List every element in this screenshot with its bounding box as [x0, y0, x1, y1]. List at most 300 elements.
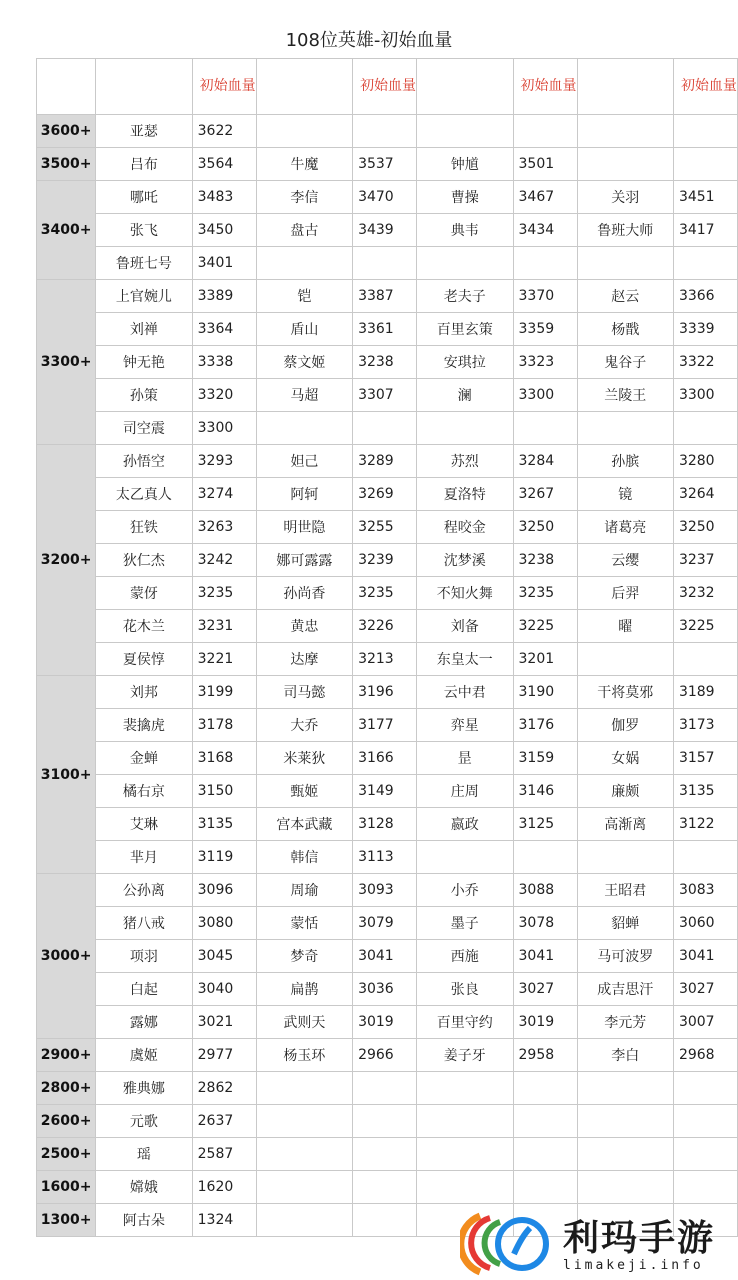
hero-name	[577, 148, 673, 181]
hero-name: 大乔	[256, 709, 352, 742]
hero-hp-value: 3146	[513, 775, 577, 808]
hero-hp-value: 3177	[353, 709, 417, 742]
hero-hp-value	[513, 247, 577, 280]
table-row	[37, 874, 738, 907]
hero-name: 孙尚香	[256, 577, 352, 610]
hero-name: 妲己	[256, 445, 352, 478]
hero-hp-value: 3235	[353, 577, 417, 610]
hp-group-label: 3300+	[37, 280, 96, 445]
hero-name: 杨戬	[577, 313, 673, 346]
hero-hp-value	[673, 412, 737, 445]
hero-name: 后羿	[577, 577, 673, 610]
hero-name: 貂蝉	[577, 907, 673, 940]
hero-name: 吕布	[96, 148, 192, 181]
hero-name: 白起	[96, 973, 192, 1006]
table-row	[37, 181, 738, 214]
header-row	[37, 59, 738, 115]
hero-hp-value: 3434	[513, 214, 577, 247]
hero-name: 裴擒虎	[96, 709, 192, 742]
hero-hp-value: 3439	[353, 214, 417, 247]
hero-hp-value: 3501	[513, 148, 577, 181]
hero-hp-value: 3150	[192, 775, 256, 808]
hero-hp-value: 2958	[513, 1039, 577, 1072]
header-blank	[37, 59, 96, 115]
table-row	[37, 478, 738, 511]
table-row	[37, 544, 738, 577]
hero-name: 蒙恬	[256, 907, 352, 940]
hero-hp-value: 3021	[192, 1006, 256, 1039]
hero-hp-value: 3387	[353, 280, 417, 313]
hero-name: 芈月	[96, 841, 192, 874]
hero-name: 墨子	[417, 907, 513, 940]
hero-name: 梦奇	[256, 940, 352, 973]
hp-group-label: 3500+	[37, 148, 96, 181]
hero-hp-value: 2966	[353, 1039, 417, 1072]
hero-name: 武则天	[256, 1006, 352, 1039]
hero-name	[577, 841, 673, 874]
hero-name	[256, 115, 352, 148]
table-row	[37, 1072, 738, 1105]
hero-name	[417, 1171, 513, 1204]
hero-name	[417, 412, 513, 445]
hero-hp-value: 3274	[192, 478, 256, 511]
hero-name: 司空震	[96, 412, 192, 445]
hero-hp-value: 3250	[513, 511, 577, 544]
hero-hp-value: 3041	[353, 940, 417, 973]
hero-name: 花木兰	[96, 610, 192, 643]
table-row	[37, 610, 738, 643]
hp-group-label: 3100+	[37, 676, 96, 874]
hero-hp-value	[513, 841, 577, 874]
hero-hp-value: 3027	[513, 973, 577, 1006]
hero-name: 成吉思汗	[577, 973, 673, 1006]
hero-hp-value	[513, 1138, 577, 1171]
hero-hp-value: 3401	[192, 247, 256, 280]
table-row	[37, 841, 738, 874]
table-row	[37, 280, 738, 313]
hero-name: 太乙真人	[96, 478, 192, 511]
hero-hp-value: 3135	[192, 808, 256, 841]
hero-hp-value	[673, 841, 737, 874]
hero-name: 张良	[417, 973, 513, 1006]
table-row	[37, 775, 738, 808]
hero-name: 伽罗	[577, 709, 673, 742]
hero-hp-value: 3255	[353, 511, 417, 544]
hero-hp-value: 3019	[513, 1006, 577, 1039]
hero-name: 安琪拉	[417, 346, 513, 379]
hero-name: 鲁班大师	[577, 214, 673, 247]
hero-name: 瑶	[96, 1138, 192, 1171]
hero-name: 牛魔	[256, 148, 352, 181]
header-hp-label: 初始血量	[192, 59, 256, 115]
hero-name: 鬼谷子	[577, 346, 673, 379]
hero-name: 刘备	[417, 610, 513, 643]
hero-name: 夏侯惇	[96, 643, 192, 676]
page-title: 108位英雄-初始血量	[285, 30, 453, 51]
hero-hp-value: 3237	[673, 544, 737, 577]
hero-hp-value	[353, 1072, 417, 1105]
hero-hp-value: 3238	[513, 544, 577, 577]
hero-name	[577, 1171, 673, 1204]
hero-name: 嬴政	[417, 808, 513, 841]
hero-hp-value: 3242	[192, 544, 256, 577]
hero-hp-value	[353, 1105, 417, 1138]
hp-group-label: 2800+	[37, 1072, 96, 1105]
hero-name: 孙策	[96, 379, 192, 412]
table-row	[37, 115, 738, 148]
hero-name: 黄忠	[256, 610, 352, 643]
hero-name: 钟无艳	[96, 346, 192, 379]
hero-hp-value	[673, 643, 737, 676]
hero-hp-value: 3135	[673, 775, 737, 808]
hero-hp-value	[673, 1171, 737, 1204]
hero-name: 马超	[256, 379, 352, 412]
hero-name: 李元芳	[577, 1006, 673, 1039]
hero-name: 女娲	[577, 742, 673, 775]
hero-name: 廉颇	[577, 775, 673, 808]
hero-name	[417, 841, 513, 874]
hero-name: 苏烈	[417, 445, 513, 478]
hero-hp-value: 1324	[192, 1204, 256, 1237]
hero-name: 程咬金	[417, 511, 513, 544]
hero-hp-value: 3088	[513, 874, 577, 907]
hero-name: 西施	[417, 940, 513, 973]
hero-hp-value: 3232	[673, 577, 737, 610]
hero-name	[256, 1171, 352, 1204]
hero-name: 张飞	[96, 214, 192, 247]
hero-hp-value	[513, 412, 577, 445]
hero-name: 哪吒	[96, 181, 192, 214]
hero-name: 鲁班七号	[96, 247, 192, 280]
hero-hp-value: 2637	[192, 1105, 256, 1138]
table-row	[37, 412, 738, 445]
hero-hp-value: 3173	[673, 709, 737, 742]
hero-name: 嫦娥	[96, 1171, 192, 1204]
hero-name: 扁鹊	[256, 973, 352, 1006]
hero-hp-value: 3338	[192, 346, 256, 379]
hero-hp-value: 3045	[192, 940, 256, 973]
table-row	[37, 1006, 738, 1039]
hero-hp-value: 3269	[353, 478, 417, 511]
hero-name: 项羽	[96, 940, 192, 973]
hero-hp-value: 3078	[513, 907, 577, 940]
table-row	[37, 940, 738, 973]
hero-name	[256, 1204, 352, 1237]
hero-hp-value: 3199	[192, 676, 256, 709]
hero-hp-value	[673, 1105, 737, 1138]
hero-name: 韩信	[256, 841, 352, 874]
hero-name: 铠	[256, 280, 352, 313]
hero-hp-value: 2862	[192, 1072, 256, 1105]
hero-name	[256, 1138, 352, 1171]
hero-hp-value: 3060	[673, 907, 737, 940]
hero-name: 夏洛特	[417, 478, 513, 511]
hero-hp-table	[36, 58, 738, 1237]
hero-hp-value: 3470	[353, 181, 417, 214]
hero-name: 艾琳	[96, 808, 192, 841]
hero-hp-value: 3250	[673, 511, 737, 544]
hero-hp-value: 3339	[673, 313, 737, 346]
hero-hp-value	[673, 1138, 737, 1171]
table-row	[37, 1138, 738, 1171]
hero-hp-value: 3201	[513, 643, 577, 676]
hero-name: 上官婉儿	[96, 280, 192, 313]
hero-name: 李信	[256, 181, 352, 214]
hero-hp-value: 2587	[192, 1138, 256, 1171]
hero-name: 不知火舞	[417, 577, 513, 610]
hero-hp-value	[513, 115, 577, 148]
table-row	[37, 742, 738, 775]
table-row	[37, 313, 738, 346]
hero-hp-value: 3370	[513, 280, 577, 313]
hero-name: 米莱狄	[256, 742, 352, 775]
hero-hp-value: 3289	[353, 445, 417, 478]
hero-hp-value: 3467	[513, 181, 577, 214]
hero-hp-value: 3231	[192, 610, 256, 643]
hero-name: 明世隐	[256, 511, 352, 544]
hero-name	[577, 115, 673, 148]
watermark-url: limakeji.info	[563, 1258, 704, 1273]
hero-hp-value: 3322	[673, 346, 737, 379]
hero-hp-value: 3280	[673, 445, 737, 478]
hero-hp-value	[353, 115, 417, 148]
hero-name: 周瑜	[256, 874, 352, 907]
hp-group-label: 3200+	[37, 445, 96, 676]
table-row	[37, 1171, 738, 1204]
hp-group-label: 2900+	[37, 1039, 96, 1072]
hero-hp-value: 3166	[353, 742, 417, 775]
hero-hp-value: 3225	[673, 610, 737, 643]
table-row	[37, 445, 738, 478]
hero-name: 蒙伢	[96, 577, 192, 610]
hero-name: 司马懿	[256, 676, 352, 709]
hero-hp-value: 3093	[353, 874, 417, 907]
hero-hp-value: 3300	[192, 412, 256, 445]
hero-name: 狂铁	[96, 511, 192, 544]
hero-hp-value: 3366	[673, 280, 737, 313]
hero-hp-value: 3264	[673, 478, 737, 511]
hero-name: 云缨	[577, 544, 673, 577]
hero-hp-value	[513, 1105, 577, 1138]
hero-hp-value: 2968	[673, 1039, 737, 1072]
hero-hp-value: 3323	[513, 346, 577, 379]
table-row	[37, 709, 738, 742]
hero-name	[417, 1138, 513, 1171]
hero-name: 百里玄策	[417, 313, 513, 346]
table-row	[37, 808, 738, 841]
hero-name: 猪八戒	[96, 907, 192, 940]
header-blank	[256, 59, 352, 115]
hero-name	[577, 643, 673, 676]
hero-name	[256, 412, 352, 445]
hero-hp-value: 3196	[353, 676, 417, 709]
table-row	[37, 247, 738, 280]
hero-hp-value: 3235	[192, 577, 256, 610]
hero-hp-value	[353, 412, 417, 445]
hp-group-label: 1300+	[37, 1204, 96, 1237]
hero-name: 金蝉	[96, 742, 192, 775]
hero-hp-value: 3300	[513, 379, 577, 412]
hero-name: 蔡文姬	[256, 346, 352, 379]
hero-name: 元歌	[96, 1105, 192, 1138]
header-blank	[577, 59, 673, 115]
hero-hp-value: 1620	[192, 1171, 256, 1204]
hero-hp-value: 3119	[192, 841, 256, 874]
hero-name: 王昭君	[577, 874, 673, 907]
hero-hp-value: 3019	[353, 1006, 417, 1039]
hero-name: 阿轲	[256, 478, 352, 511]
hero-hp-value: 3083	[673, 874, 737, 907]
table-row	[37, 973, 738, 1006]
hero-name: 甄姬	[256, 775, 352, 808]
hp-group-label: 3400+	[37, 181, 96, 280]
hero-hp-value: 3096	[192, 874, 256, 907]
hero-name: 李白	[577, 1039, 673, 1072]
hero-hp-value: 3189	[673, 676, 737, 709]
watermark	[460, 1202, 738, 1280]
hero-name: 盘古	[256, 214, 352, 247]
hero-name: 钟馗	[417, 148, 513, 181]
hero-name	[577, 412, 673, 445]
header-blank	[417, 59, 513, 115]
hero-hp-value: 3564	[192, 148, 256, 181]
brand-logo-icon	[460, 1206, 556, 1278]
hero-name: 娜可露露	[256, 544, 352, 577]
hero-hp-value: 3159	[513, 742, 577, 775]
table-row	[37, 1105, 738, 1138]
hero-hp-value: 3483	[192, 181, 256, 214]
hero-hp-value: 3157	[673, 742, 737, 775]
hero-name: 亚瑟	[96, 115, 192, 148]
hero-hp-value: 3307	[353, 379, 417, 412]
hero-hp-value: 3300	[673, 379, 737, 412]
table-row	[37, 676, 738, 709]
hero-hp-value: 3239	[353, 544, 417, 577]
hero-name: 孙膑	[577, 445, 673, 478]
hp-group-label: 1600+	[37, 1171, 96, 1204]
hero-name: 宫本武藏	[256, 808, 352, 841]
table-row	[37, 577, 738, 610]
hero-hp-value: 3168	[192, 742, 256, 775]
hero-hp-value: 3226	[353, 610, 417, 643]
hero-name	[256, 1072, 352, 1105]
hero-name: 曹操	[417, 181, 513, 214]
hero-name	[417, 1072, 513, 1105]
hero-hp-value: 3417	[673, 214, 737, 247]
hero-hp-value: 3149	[353, 775, 417, 808]
hero-name: 小乔	[417, 874, 513, 907]
hero-name: 老夫子	[417, 280, 513, 313]
hero-hp-value: 3125	[513, 808, 577, 841]
hero-name	[577, 247, 673, 280]
table-row	[37, 1039, 738, 1072]
hero-name	[256, 247, 352, 280]
hero-hp-value: 3190	[513, 676, 577, 709]
table-row	[37, 379, 738, 412]
hero-hp-value	[513, 1171, 577, 1204]
hero-name: 刘邦	[96, 676, 192, 709]
table-row	[37, 346, 738, 379]
hero-name: 赵云	[577, 280, 673, 313]
hero-hp-value: 3176	[513, 709, 577, 742]
hero-hp-value	[353, 1171, 417, 1204]
hero-name	[417, 115, 513, 148]
table-row	[37, 148, 738, 181]
hero-name: 狄仁杰	[96, 544, 192, 577]
hero-name: 弈星	[417, 709, 513, 742]
hero-hp-value: 3450	[192, 214, 256, 247]
hero-hp-value	[353, 247, 417, 280]
hero-name: 沈梦溪	[417, 544, 513, 577]
hero-hp-value: 3007	[673, 1006, 737, 1039]
header-hp-label: 初始血量	[673, 59, 737, 115]
hero-hp-value: 3238	[353, 346, 417, 379]
hero-name: 庄周	[417, 775, 513, 808]
hero-name: 干将莫邪	[577, 676, 673, 709]
hero-hp-value: 3122	[673, 808, 737, 841]
hero-name: 公孙离	[96, 874, 192, 907]
hero-name: 镜	[577, 478, 673, 511]
hero-hp-value: 3079	[353, 907, 417, 940]
hero-hp-value: 3364	[192, 313, 256, 346]
hero-hp-value: 3235	[513, 577, 577, 610]
table-row	[37, 214, 738, 247]
hero-hp-value	[353, 1204, 417, 1237]
hero-name	[256, 1105, 352, 1138]
hero-name	[577, 1072, 673, 1105]
hero-hp-value: 3178	[192, 709, 256, 742]
header-hp-label: 初始血量	[353, 59, 417, 115]
hero-hp-value: 3036	[353, 973, 417, 1006]
hero-hp-value: 3359	[513, 313, 577, 346]
hero-hp-value	[673, 1072, 737, 1105]
hero-hp-value: 3263	[192, 511, 256, 544]
hp-group-label: 2600+	[37, 1105, 96, 1138]
hero-name: 盾山	[256, 313, 352, 346]
hero-hp-value: 3128	[353, 808, 417, 841]
hero-name: 杨玉环	[256, 1039, 352, 1072]
hero-hp-value: 3622	[192, 115, 256, 148]
hero-hp-value: 3537	[353, 148, 417, 181]
hero-hp-value: 3389	[192, 280, 256, 313]
hero-name: 阿古朵	[96, 1204, 192, 1237]
hero-hp-value: 3293	[192, 445, 256, 478]
hero-name: 孙悟空	[96, 445, 192, 478]
hp-group-label: 3000+	[37, 874, 96, 1039]
hp-group-label: 2500+	[37, 1138, 96, 1171]
hero-name: 刘禅	[96, 313, 192, 346]
hero-hp-value: 3267	[513, 478, 577, 511]
table-row	[37, 643, 738, 676]
hero-hp-value	[673, 247, 737, 280]
hero-name: 兰陵王	[577, 379, 673, 412]
hero-name: 马可波罗	[577, 940, 673, 973]
hero-name: 露娜	[96, 1006, 192, 1039]
hero-hp-value: 3027	[673, 973, 737, 1006]
hero-name: 雅典娜	[96, 1072, 192, 1105]
hero-name: 关羽	[577, 181, 673, 214]
hero-name: 姜子牙	[417, 1039, 513, 1072]
hero-hp-value: 3113	[353, 841, 417, 874]
hero-hp-value	[673, 115, 737, 148]
hero-hp-value: 2977	[192, 1039, 256, 1072]
hero-name: 虞姬	[96, 1039, 192, 1072]
hero-name: 高渐离	[577, 808, 673, 841]
table-row	[37, 907, 738, 940]
hero-name: 澜	[417, 379, 513, 412]
watermark-brand: 利玛手游	[563, 1218, 716, 1259]
hero-hp-value: 3221	[192, 643, 256, 676]
